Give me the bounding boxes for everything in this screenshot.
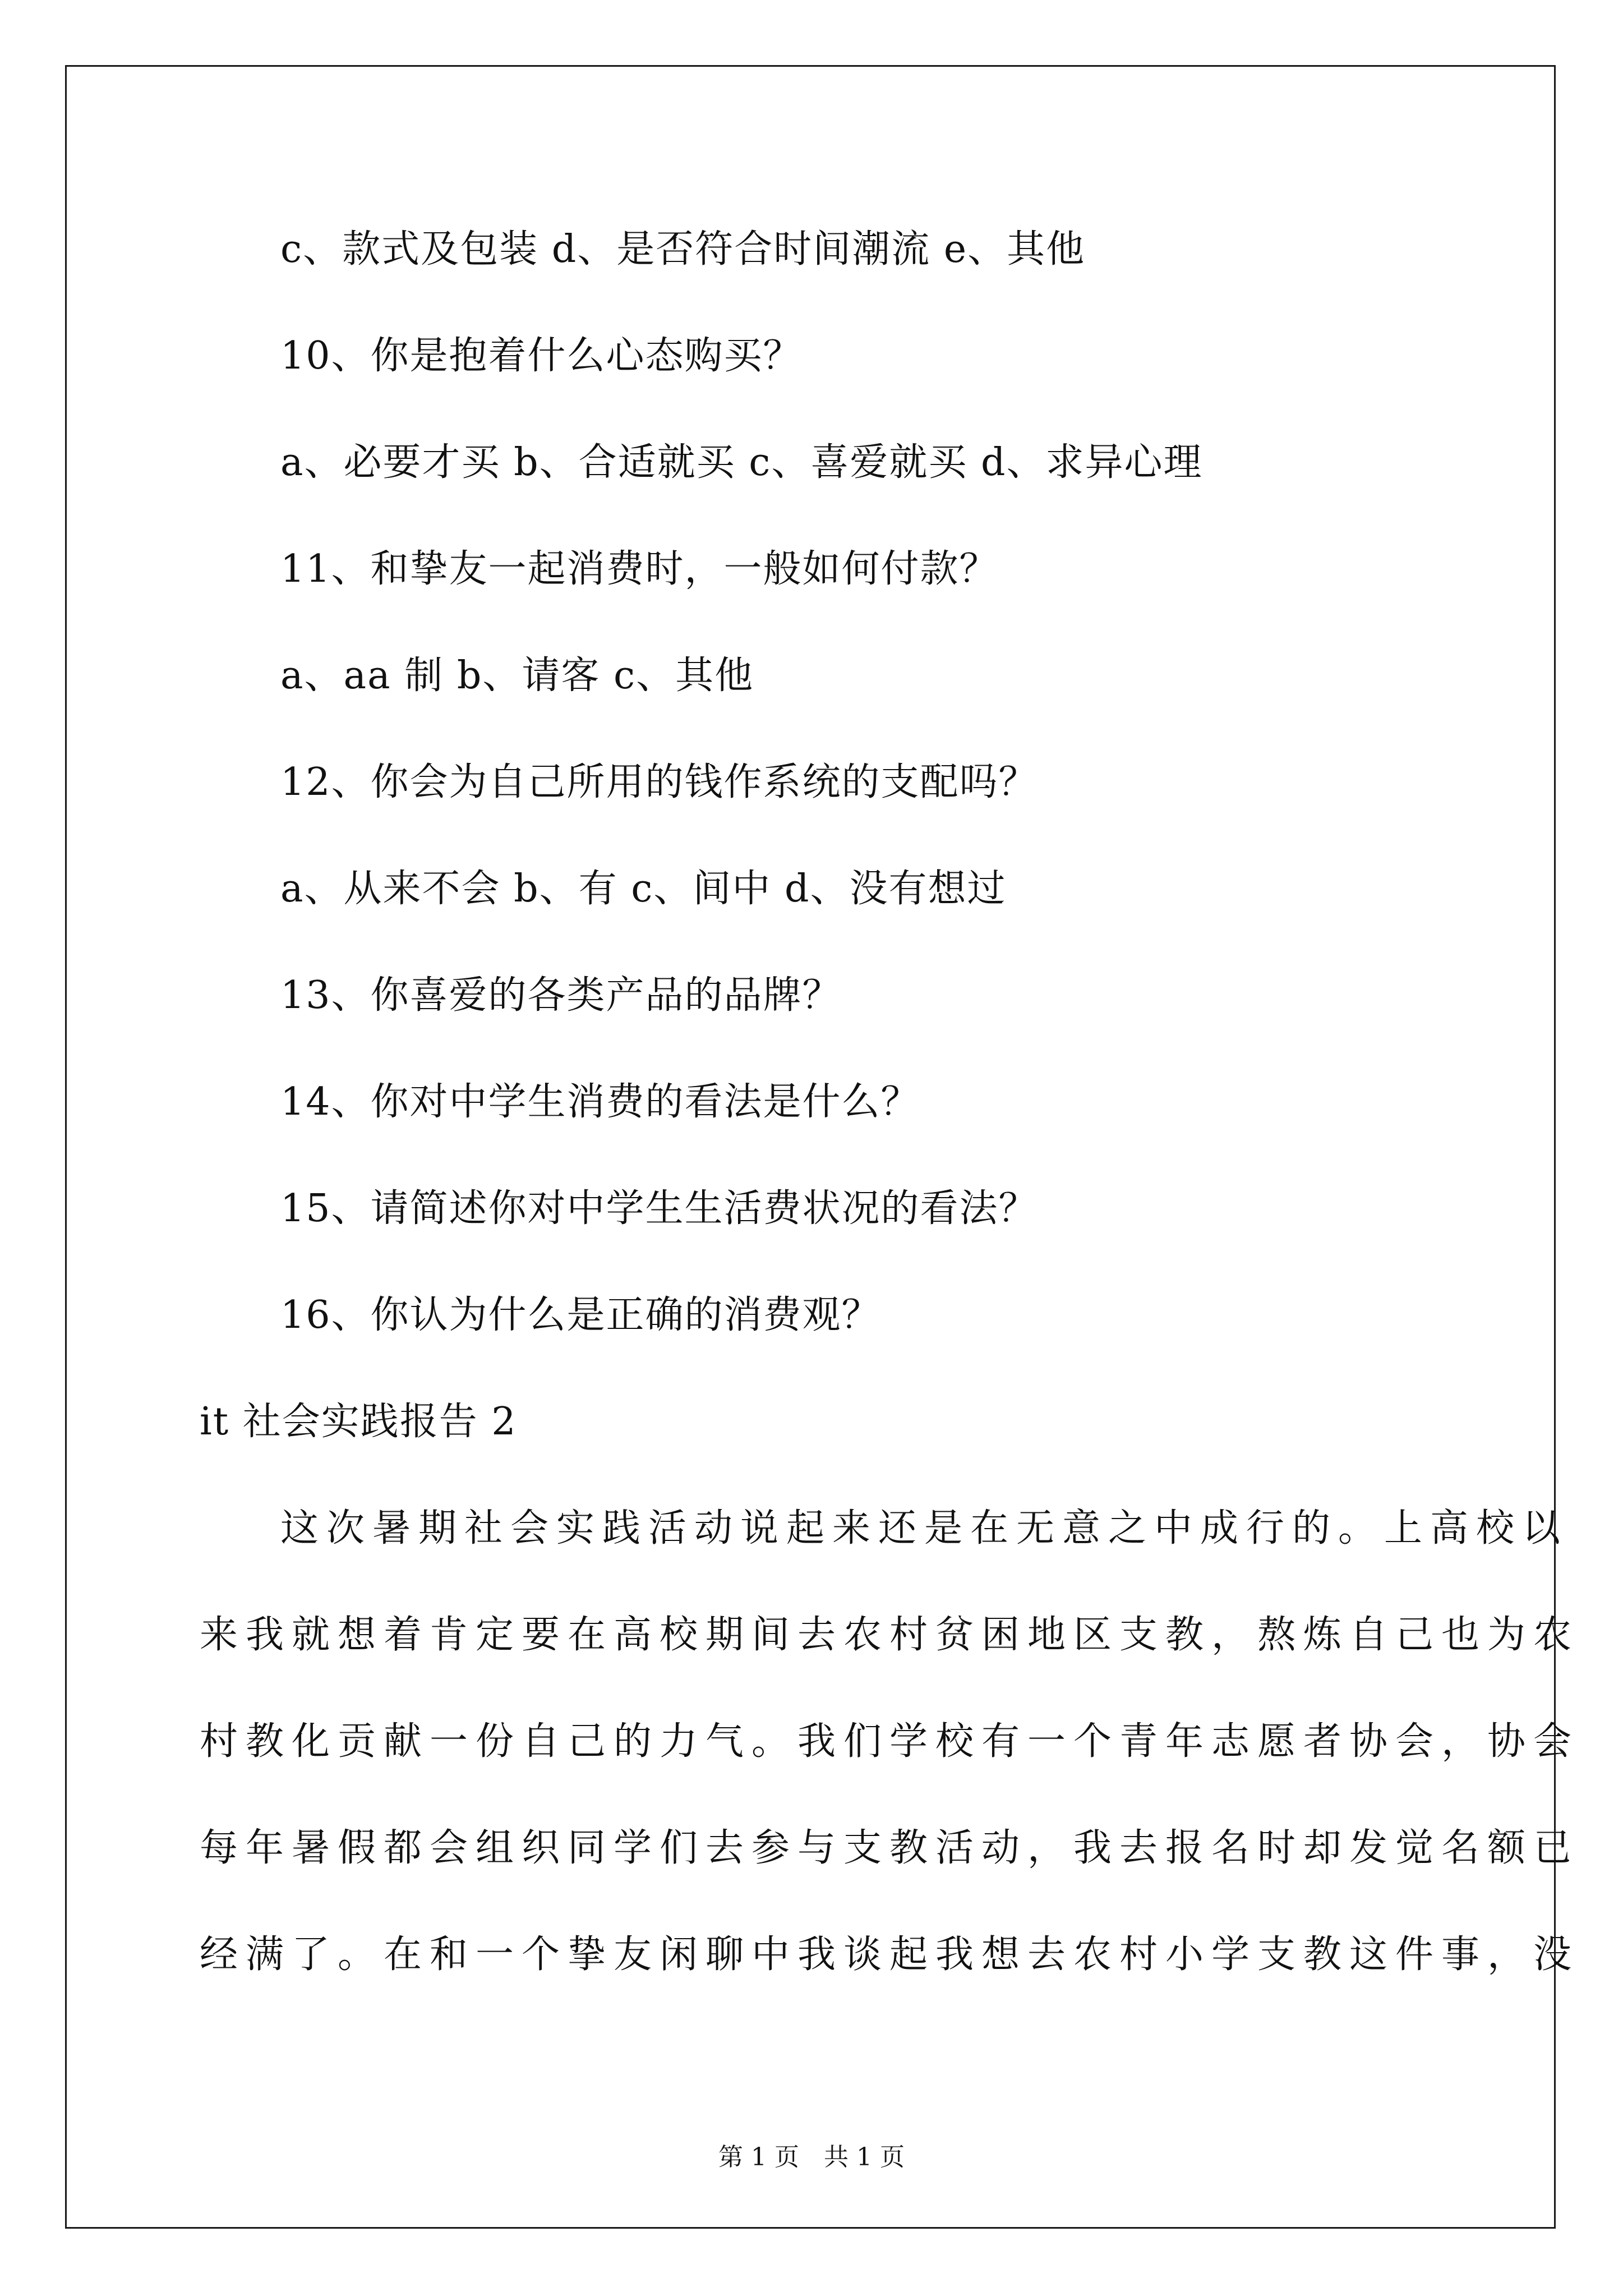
paragraph-line: 来我就想着肯定要在高校期间去农村贫困地区支教，熬炼自己也为农 (200, 1613, 1580, 1657)
question-10-options: a、必要才买 b、合适就买 c、喜爱就买 d、求异心理 (280, 440, 1203, 485)
page-footer: 第 1 页 共 1 页 (718, 2143, 905, 2171)
page-border (65, 65, 1556, 2229)
question-11-options: a、aa 制 b、请客 c、其他 (280, 654, 754, 698)
question-15: 15、请简述你对中学生生活费状况的看法？ (280, 1186, 1038, 1231)
question-9-options-cont: c、款式及包装 d、是否符合时间潮流 e、其他 (280, 227, 1086, 272)
paragraph-line: 村教化贡献一份自己的力气。我们学校有一个青年志愿者协会，协会 (200, 1719, 1580, 1764)
question-14: 14、你对中学生消费的看法是什么？ (280, 1080, 920, 1124)
question-16: 16、你认为什么是正确的消费观？ (280, 1293, 881, 1337)
paragraph-line: 这次暑期社会实践活动说起来还是在无意之中成行的。上高校以 (280, 1506, 1569, 1550)
question-11: 11、和挚友一起消费时，一般如何付款？ (280, 547, 999, 591)
question-12: 12、你会为自己所用的钱作系统的支配吗？ (280, 760, 1038, 804)
question-10: 10、你是抱着什么心态购买？ (280, 334, 803, 378)
question-12-options: a、从来不会 b、有 c、间中 d、没有想过 (280, 867, 1007, 911)
section-heading: it 社会实践报告 2 (200, 1400, 517, 1444)
paragraph-line: 每年暑假都会组织同学们去参与支教活动，我去报名时却发觉名额已 (200, 1826, 1580, 1870)
paragraph-line: 经满了。在和一个挚友闲聊中我谈起我想去农村小学支教这件事，没 (200, 1932, 1580, 1977)
question-13: 13、你喜爱的各类产品的品牌？ (280, 973, 842, 1018)
